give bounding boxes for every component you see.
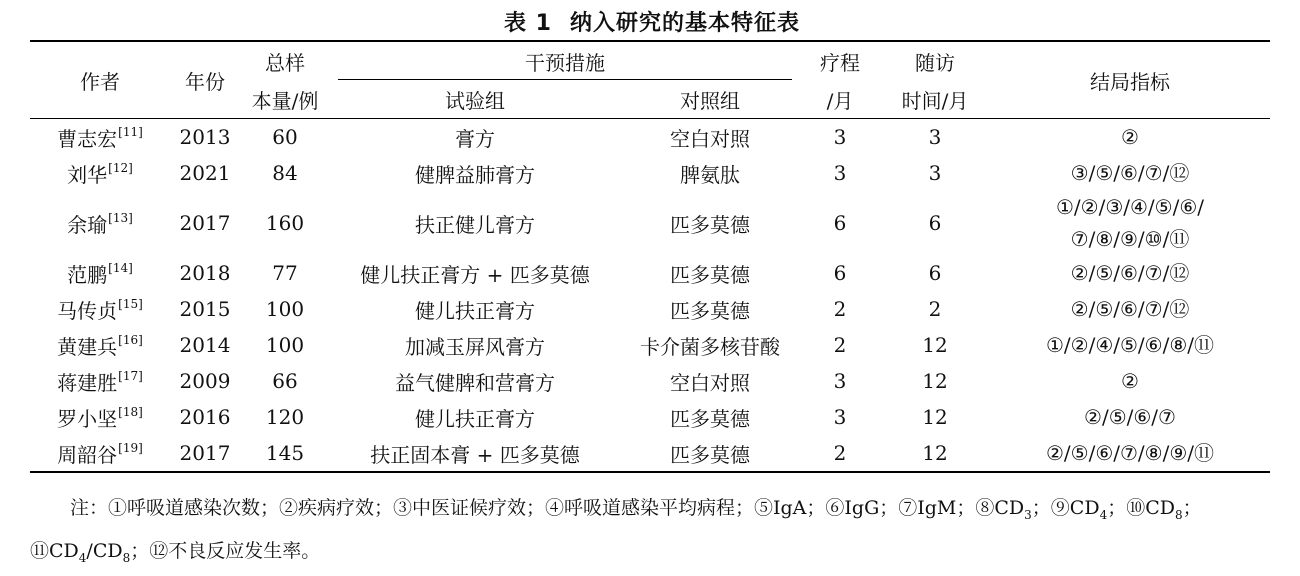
reference-marker: [17]	[118, 368, 143, 383]
cell-year: 2009	[179, 369, 231, 393]
author-name: 罗小坚	[57, 406, 118, 431]
cell-year: 2021	[179, 161, 231, 185]
note-subscript: 8	[1175, 507, 1183, 522]
cell-author	[30, 363, 170, 399]
cell-sample-size: 66	[272, 369, 298, 393]
outcome-line: ③/⑤/⑥/⑦/⑫	[1070, 161, 1190, 185]
cell-control-group: 匹多莫德	[670, 212, 750, 237]
header-author: 作者	[80, 69, 120, 94]
cell-sample-size: 160	[265, 211, 305, 235]
cell-trial-group: 健儿扶正膏方	[415, 406, 535, 431]
cell-outcome	[990, 399, 1270, 435]
reference-marker: [13]	[108, 210, 133, 225]
header-trial-group: 试验组	[445, 88, 505, 113]
reference-marker: [16]	[118, 332, 143, 347]
outcome-line: ②/⑤/⑥/⑦/⑫	[1070, 297, 1190, 321]
cell-author	[30, 435, 170, 472]
outcome-line: ①/②/③/④/⑤/⑥/	[1055, 195, 1204, 219]
cell-control-group: 空白对照	[670, 370, 750, 395]
cell-control-group: 匹多莫德	[670, 406, 750, 431]
cell-author	[30, 327, 170, 363]
cell-year: 2017	[179, 211, 231, 235]
cell-author	[30, 255, 170, 291]
table-title	[0, 6, 1300, 37]
cell-follow-up: 3	[928, 125, 942, 149]
cell-outcome	[990, 327, 1270, 363]
table-number: 表 1	[504, 11, 552, 36]
cell-year: 2018	[179, 261, 231, 285]
outcome-line: ②/⑤/⑥/⑦/⑧/⑨/⑪	[1045, 441, 1214, 465]
author-name: 曹志宏	[57, 126, 118, 151]
characteristics-table	[30, 40, 1270, 473]
outcome-line: ①/②/④/⑤/⑥/⑧/⑪	[1045, 333, 1214, 357]
note-text: /CD	[86, 539, 123, 562]
cell-control-group: 匹多莫德	[670, 442, 750, 467]
header-intervention: 干预措施	[330, 41, 800, 80]
cell-follow-up: 12	[922, 369, 948, 393]
cell-follow-up: 12	[922, 333, 948, 357]
cell-course: 3	[833, 405, 847, 429]
cell-control-group: 匹多莫德	[670, 262, 750, 287]
note-text: ；⑨CD	[1031, 497, 1100, 519]
note-subscript: 3	[1024, 507, 1032, 522]
header-sample-line2: 本量/例	[251, 88, 319, 113]
cell-outcome	[990, 291, 1270, 327]
author-name: 黄建兵	[57, 334, 118, 359]
reference-marker: [18]	[118, 404, 143, 419]
header-follow-line1: 随访	[915, 50, 955, 75]
cell-course: 2	[833, 297, 847, 321]
cell-control-group: 脾氨肽	[680, 162, 740, 187]
cell-sample-size: 77	[272, 261, 298, 285]
cell-course: 3	[833, 125, 847, 149]
header-sample-line1: 总样	[265, 50, 305, 75]
cell-trial-group: 益气健脾和营膏方	[395, 370, 555, 395]
table-row	[30, 255, 1270, 291]
header-course-line2: /月	[826, 88, 854, 113]
cell-year: 2015	[179, 297, 231, 321]
cell-year: 2014	[179, 333, 231, 357]
note-prefix: 注：	[70, 497, 109, 519]
cell-course: 3	[833, 161, 847, 185]
cell-follow-up: 2	[928, 297, 942, 321]
cell-author	[30, 291, 170, 327]
cell-follow-up: 12	[922, 441, 948, 465]
header-control-group: 对照组	[680, 88, 740, 113]
table-row	[30, 399, 1270, 435]
cell-trial-group: 健儿扶正膏方 + 匹多莫德	[360, 262, 590, 287]
table-note	[30, 490, 1270, 576]
cell-course: 6	[833, 261, 847, 285]
author-name: 余瑜	[67, 212, 108, 237]
note-text: ①呼吸道感染次数；②疾病疗效；③中医证候疗效；④呼吸道感染平均病程；⑤IgA；⑥IgG；⑦IgM；⑧CD	[108, 497, 1025, 519]
cell-course: 2	[833, 333, 847, 357]
table-body	[30, 119, 1270, 473]
outcome-line: ②	[1121, 369, 1139, 393]
cell-follow-up: 6	[928, 261, 942, 285]
cell-course: 2	[833, 441, 847, 465]
cell-sample-size: 100	[265, 297, 305, 321]
header-year: 年份	[185, 69, 225, 94]
table-row	[30, 191, 1270, 255]
cell-author	[30, 191, 170, 255]
note-text: ；⑩CD	[1107, 497, 1175, 519]
cell-trial-group: 健脾益肺膏方	[415, 162, 535, 187]
header-outcome: 结局指标	[1090, 69, 1170, 94]
cell-outcome	[990, 363, 1270, 399]
author-name: 周韶谷	[57, 442, 118, 467]
cell-trial-group: 膏方	[455, 126, 495, 151]
reference-marker: [19]	[118, 440, 143, 455]
cell-follow-up: 3	[928, 161, 942, 185]
cell-course: 3	[833, 369, 847, 393]
author-name: 范鹏	[67, 262, 108, 287]
note-text: ；⑫不良反应发生率。	[130, 539, 321, 562]
cell-control-group: 空白对照	[670, 126, 750, 151]
table-row	[30, 119, 1270, 156]
note-subscript: 4	[78, 550, 87, 565]
note-subscript: 4	[1099, 507, 1108, 522]
cell-follow-up: 12	[922, 405, 948, 429]
table-caption: 纳入研究的基本特征表	[569, 11, 800, 36]
cell-control-group: 卡介菌多核苷酸	[640, 334, 780, 359]
header-course-line1: 疗程	[820, 50, 860, 75]
cell-outcome	[990, 155, 1270, 191]
cell-year: 2017	[179, 441, 231, 465]
cell-author	[30, 155, 170, 191]
cell-sample-size: 84	[272, 161, 298, 185]
cell-trial-group: 健儿扶正膏方	[415, 298, 535, 323]
note-subscript: 8	[122, 550, 131, 565]
table-row	[30, 291, 1270, 327]
cell-sample-size: 120	[265, 405, 305, 429]
cell-trial-group: 扶正健儿膏方	[415, 212, 535, 237]
author-name: 蒋建胜	[57, 370, 118, 395]
header-follow-line2: 时间/月	[901, 88, 969, 113]
outcome-line: ②/⑤/⑥/⑦/⑫	[1070, 261, 1190, 285]
outcome-line: ②/⑤/⑥/⑦	[1084, 405, 1176, 429]
table-row	[30, 363, 1270, 399]
cell-year: 2013	[179, 125, 231, 149]
cell-sample-size: 145	[265, 441, 305, 465]
cell-sample-size: 100	[265, 333, 305, 357]
cell-outcome	[990, 435, 1270, 472]
cell-year: 2016	[179, 405, 231, 429]
reference-marker: [15]	[118, 296, 143, 311]
author-name: 刘华	[67, 162, 108, 187]
cell-author	[30, 399, 170, 435]
cell-author	[30, 119, 170, 156]
table-row	[30, 327, 1270, 363]
cell-course: 6	[833, 211, 847, 235]
reference-marker: [11]	[118, 124, 143, 139]
cell-trial-group: 扶正固本膏 + 匹多莫德	[370, 442, 580, 467]
table-row	[30, 155, 1270, 191]
cell-outcome	[990, 255, 1270, 291]
cell-outcome	[990, 191, 1270, 255]
cell-control-group: 匹多莫德	[670, 298, 750, 323]
reference-marker: [14]	[108, 260, 133, 275]
author-name: 马传贞	[57, 298, 118, 323]
outcome-line: ⑦/⑧/⑨/⑩/⑪	[1070, 227, 1190, 251]
cell-follow-up: 6	[928, 211, 942, 235]
note-text: ；⑪CD	[30, 497, 1202, 562]
cell-sample-size: 60	[272, 125, 298, 149]
reference-marker: [12]	[108, 160, 133, 175]
cell-outcome	[990, 119, 1270, 156]
outcome-line: ②	[1121, 125, 1139, 149]
table-row	[30, 435, 1270, 472]
cell-trial-group: 加减玉屏风膏方	[405, 334, 545, 359]
